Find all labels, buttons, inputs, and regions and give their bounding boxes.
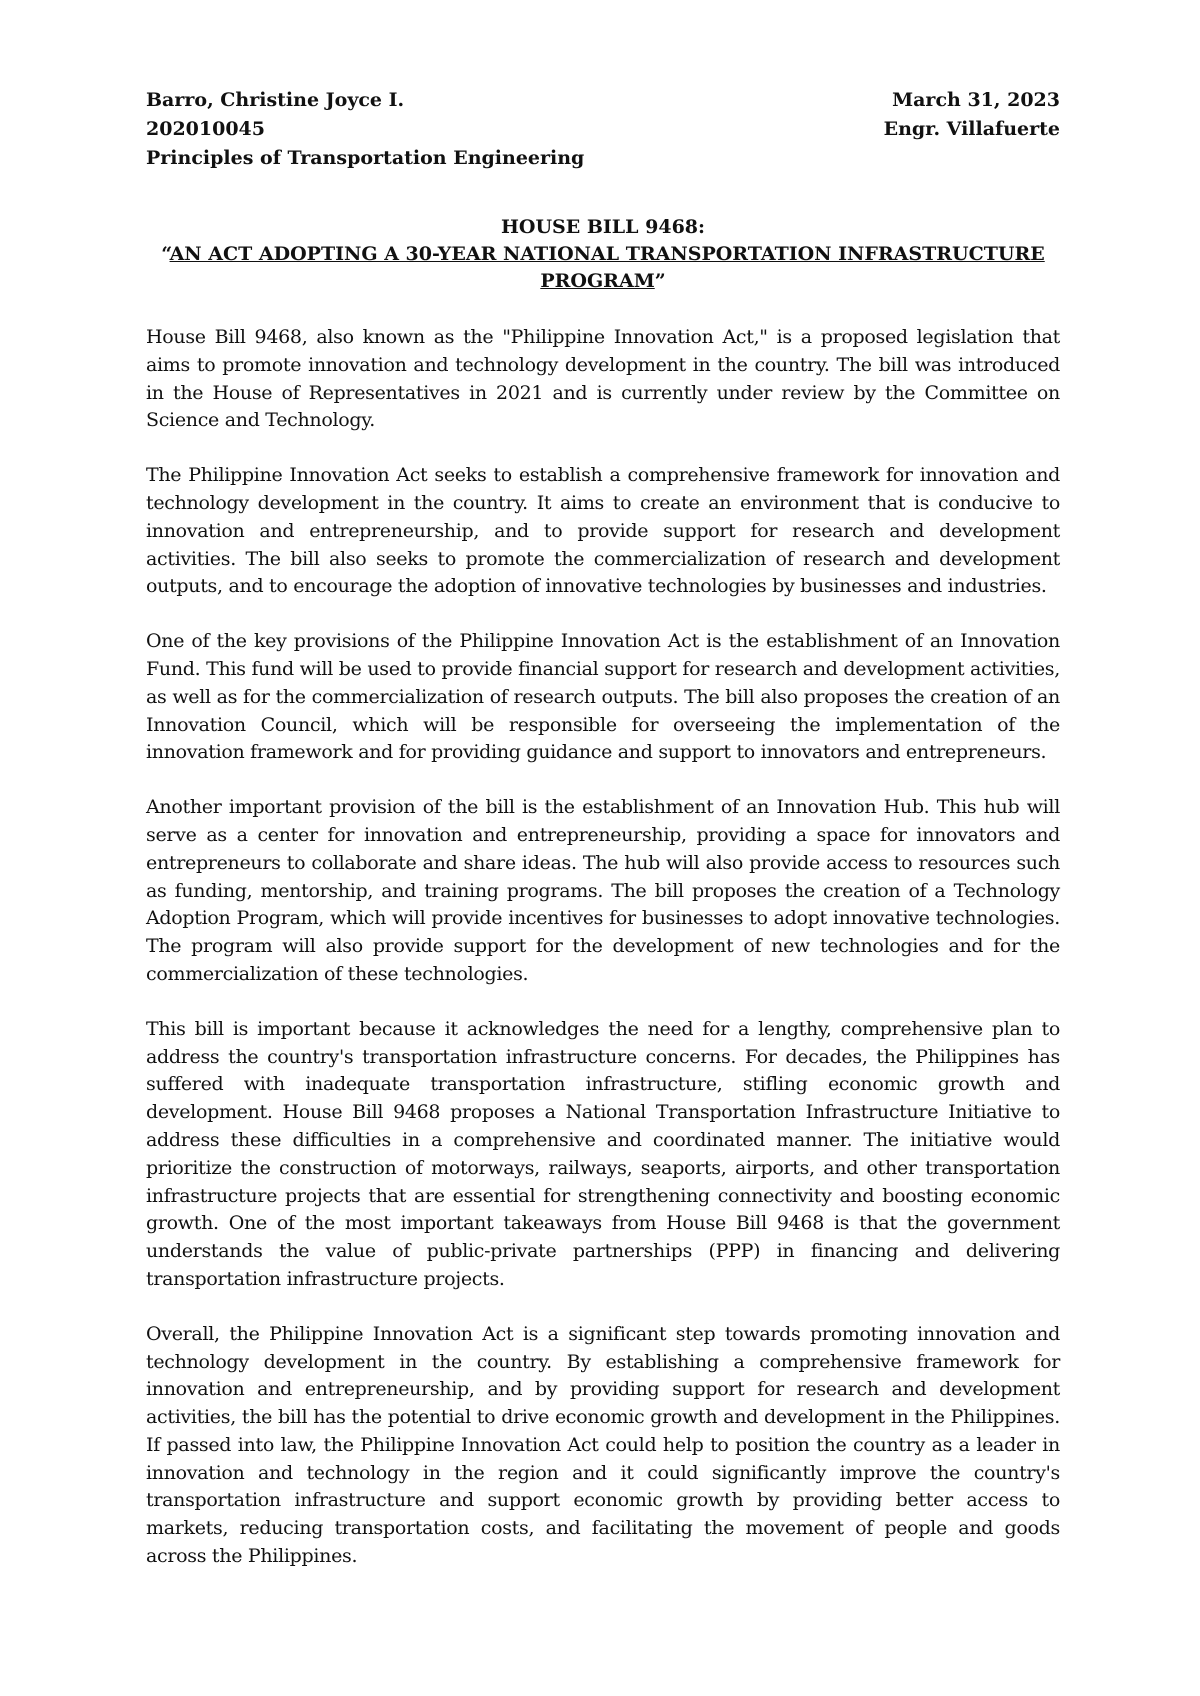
body-paragraph-3: One of the key provisions of the Philippine Innovation Act is the establishment of an Innovation Fund. This fund will be used to provide financial support for research and development activities, as well as for the commercialization of research outputs. The bill also proposes the creation of an Innovation Council, which will be responsible for overseeing the implementation of the innovation framework and for providing guidance and support to innovators and entrepreneurs. [146,630,1060,764]
title-quote-close: ” [654,270,666,292]
body-paragraph-5: This bill is important because it acknowledges the need for a lengthy, comprehensive plan to address the country's transportation infrastructure concerns. For decades, the Philippines has suffered with inadequate transportation infrastructure, stifling economic growth and development. House Bill 9468 proposes a National Transportation Infrastructure Initiative to address these difficulties in a comprehensive and coordinated manner. The initiative would prioritize the construction of motorways, railways, seaports, airports, and other transportation infrastructure projects that are essential for strengthening connectivity and boosting economic growth. One of the most important takeaways from House Bill 9468 is that the government understands the value of public-private partnerships (PPP) in financing and delivering transportation infrastructure projects. [146,1017,1060,1290]
title-line-act-name [146,241,1060,295]
title-line-bill-number: HOUSE BILL 9468: [500,216,706,238]
document-title [146,214,1060,295]
student-name: Barro, Christine Joyce I. [146,89,405,111]
body-paragraph-6: Overall, the Philippine Innovation Act is a significant step towards promoting innovation and technology development in the country. By establishing a comprehensive framework for innovation and entrepreneurship, and by providing support for research and development activities, the bill has the potential to drive economic growth and development in the Philippines. If passed into law, the Philippine Innovation Act could help to position the country as a leader in innovation and technology in the region and it could significantly improve the country's transportation infrastructure and support economic growth by providing better access to markets, reducing transportation costs, and facilitating the movement of people and goods across the Philippines. [146,1322,1060,1568]
instructor-name: Engr. Villafuerte [883,118,1060,140]
body-paragraph-4: Another important provision of the bill is the establishment of an Innovation Hub. This hub will serve as a center for innovation and entrepreneurship, providing a space for innovators and entrepreneurs to collaborate and share ideas. The hub will also provide access to resources such as funding, mentorship, and training programs. The bill proposes the creation of a Technology Adoption Program, which will provide incentives for businesses to adopt innovative technologies. The program will also provide support for the development of new technologies and for the commercialization of these technologies. [146,796,1060,985]
header-right-block [884,86,1060,144]
student-id: 202010045 [146,118,265,140]
body-paragraph-1: House Bill 9468, also known as the "Philippine Innovation Act," is a proposed legislation that aims to promote innovation and technology development in the country. The bill was introduced in the House of Representatives in 2021 and is currently under review by the Committee on Science and Technology. [146,326,1060,432]
document-header [146,86,1060,173]
title-quote-open: “ [161,243,170,265]
document-date: March 31, 2023 [892,89,1060,111]
course-name: Principles of Transportation Engineering [146,147,585,169]
title-act-underlined: AN ACT ADOPTING A 30-YEAR NATIONAL TRANSPORTATION INFRASTRUCTURE PROGRAM [169,243,1045,292]
document-page [146,86,1060,1590]
body-paragraph-2: The Philippine Innovation Act seeks to establish a comprehensive framework for innovation and technology development in the country. It aims to create an environment that is conducive to innovation and entrepreneurship, and to provide support for research and development activities. The bill also seeks to promote the commercialization of research and development outputs, and to encourage the adoption of innovative technologies by businesses and industries. [146,464,1060,598]
header-left-block [146,86,584,173]
